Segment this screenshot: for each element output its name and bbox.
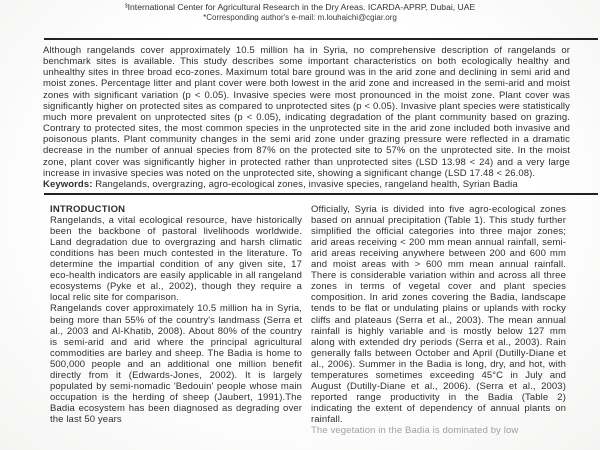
left-column	[50, 204, 302, 436]
introduction-heading: INTRODUCTION	[50, 204, 126, 216]
separator-rule-top	[44, 38, 598, 40]
right-column-paragraph-2-partial: The vegetation in the Badia is dominated by low	[311, 424, 519, 436]
abstract-section	[43, 45, 570, 190]
two-column-body	[50, 204, 565, 436]
right-column	[311, 204, 566, 436]
keywords-label: Keywords:	[43, 178, 93, 190]
separator-rule-bottom	[44, 193, 598, 195]
introduction-paragraph-2: Rangelands cover approximately 10.5 million ha in Syria, being more than 55% of the country's landmass (Serra et al., 2003 and Al-Khatib, 2008). About 80% of the country is semi-arid and arid where the principal agricultural commodities are barley and sheep. The Badia is home to 500,000 people and an additional one million benefit directly from it (Edwards-Jones, 2002). It is largely populated by semi-nomadic 'Bedouin' people whose main occupation is the herding of sheep (Jaubert, 1991).The Badia ecosystem has been diagnosed as degrading over the last 50 years	[50, 303, 302, 425]
right-column-paragraph-1: Officially, Syria is divided into five agro-ecological zones based on annual precipitation (Table 1). This study further simplified the official categories into three major zones; arid areas receiving < 200 mm mean annual rainfall, semi-arid areas receiving anywhere between 200 and 600 mm and moist areas with > 600 mm mean annual rainfall. There is considerable variation within and across all three zones in terms of vegetal cover and plant species composition. In arid zones covering the Badia, landscape tends to be flat or undulating plains or uplands with rocky cliffs and plateaus (Serra et al., 2003). The mean annual rainfall is highly variable and is mostly below 127 mm along with extended dry periods (Serra et al., 2003). Rain generally falls between October and April (Dutilly-Diane et al., 2006). Summer in the Badia is long, dry, and hot, with temperatures sometimes exceeding 45°C in July and August (Dutilly-Diane et al., 2006). (Serra et al., 2003) reported range productivity in the Badia (Table 2) indicating the extent of dependency of annual plants on rainfall.	[311, 204, 566, 425]
keywords-line	[43, 179, 570, 190]
introduction-paragraph-1: Rangelands, a vital ecological resource, have historically been the backbone of pastoral livelihoods worldwide. Land degradation due to overgrazing and harsh climatic conditions has been much contested in the literature. To determine the impartial condition of any given site, 17 eco-health indicators are easily applicable in all rangeland ecosystems (Pyke et al., 2002), though they require a local relic site for comparison.	[50, 215, 302, 304]
affiliation-line: ³International Center for Agricultural Research in the Dry Areas. ICARDA-APRP, Dubai, UAE	[124, 2, 476, 12]
corresponding-author-line: *Corresponding author's e-mail: m.louhaichi@cgiar.org	[203, 13, 397, 22]
keywords-text: Rangelands, overgrazing, agro-ecological zones, invasive species, rangeland health, Syrian Badia	[92, 178, 518, 190]
abstract-paragraph: Although rangelands cover approximately 10.5 million ha in Syria, no comprehensive description of rangelands or benchmark sites is available. This study describes some important characteristics on both ecologically healthy and unhealthy sites in three broad eco-zones. Maximum total bare ground was in the arid zone and declining in semi arid and moist zones. Percentage litter and plant cover were both lowest in the arid zone and increased in the semi-arid and moist zones with significant variation (p < 0.05). Invasive species were most pronounced in the moist zone. Plant cover was significantly higher on protected sites as compared to unprotected sites (p < 0.05). Invasive plant species were statistically much more prevalent on unprotected sites (p < 0.05), indicating degradation of the plant community based on grazing. Contrary to protected sites, the most common species in the unprotected site in the arid zone included both invasive and poisonous plants. Plant community changes in the semi arid zone under grazing pressure were reflected in a dramatic decrease in the number of annual species from 87% on the protected site to 57% on the unprotected site. In the moist zone, plant cover was significantly higher in protected rather than unprotected sites (LSD 13.98 < 24) and a very large increase in invasive species was noted on the unprotected site, showing a significant change (LSD 17.48 < 26.08).	[43, 45, 570, 179]
